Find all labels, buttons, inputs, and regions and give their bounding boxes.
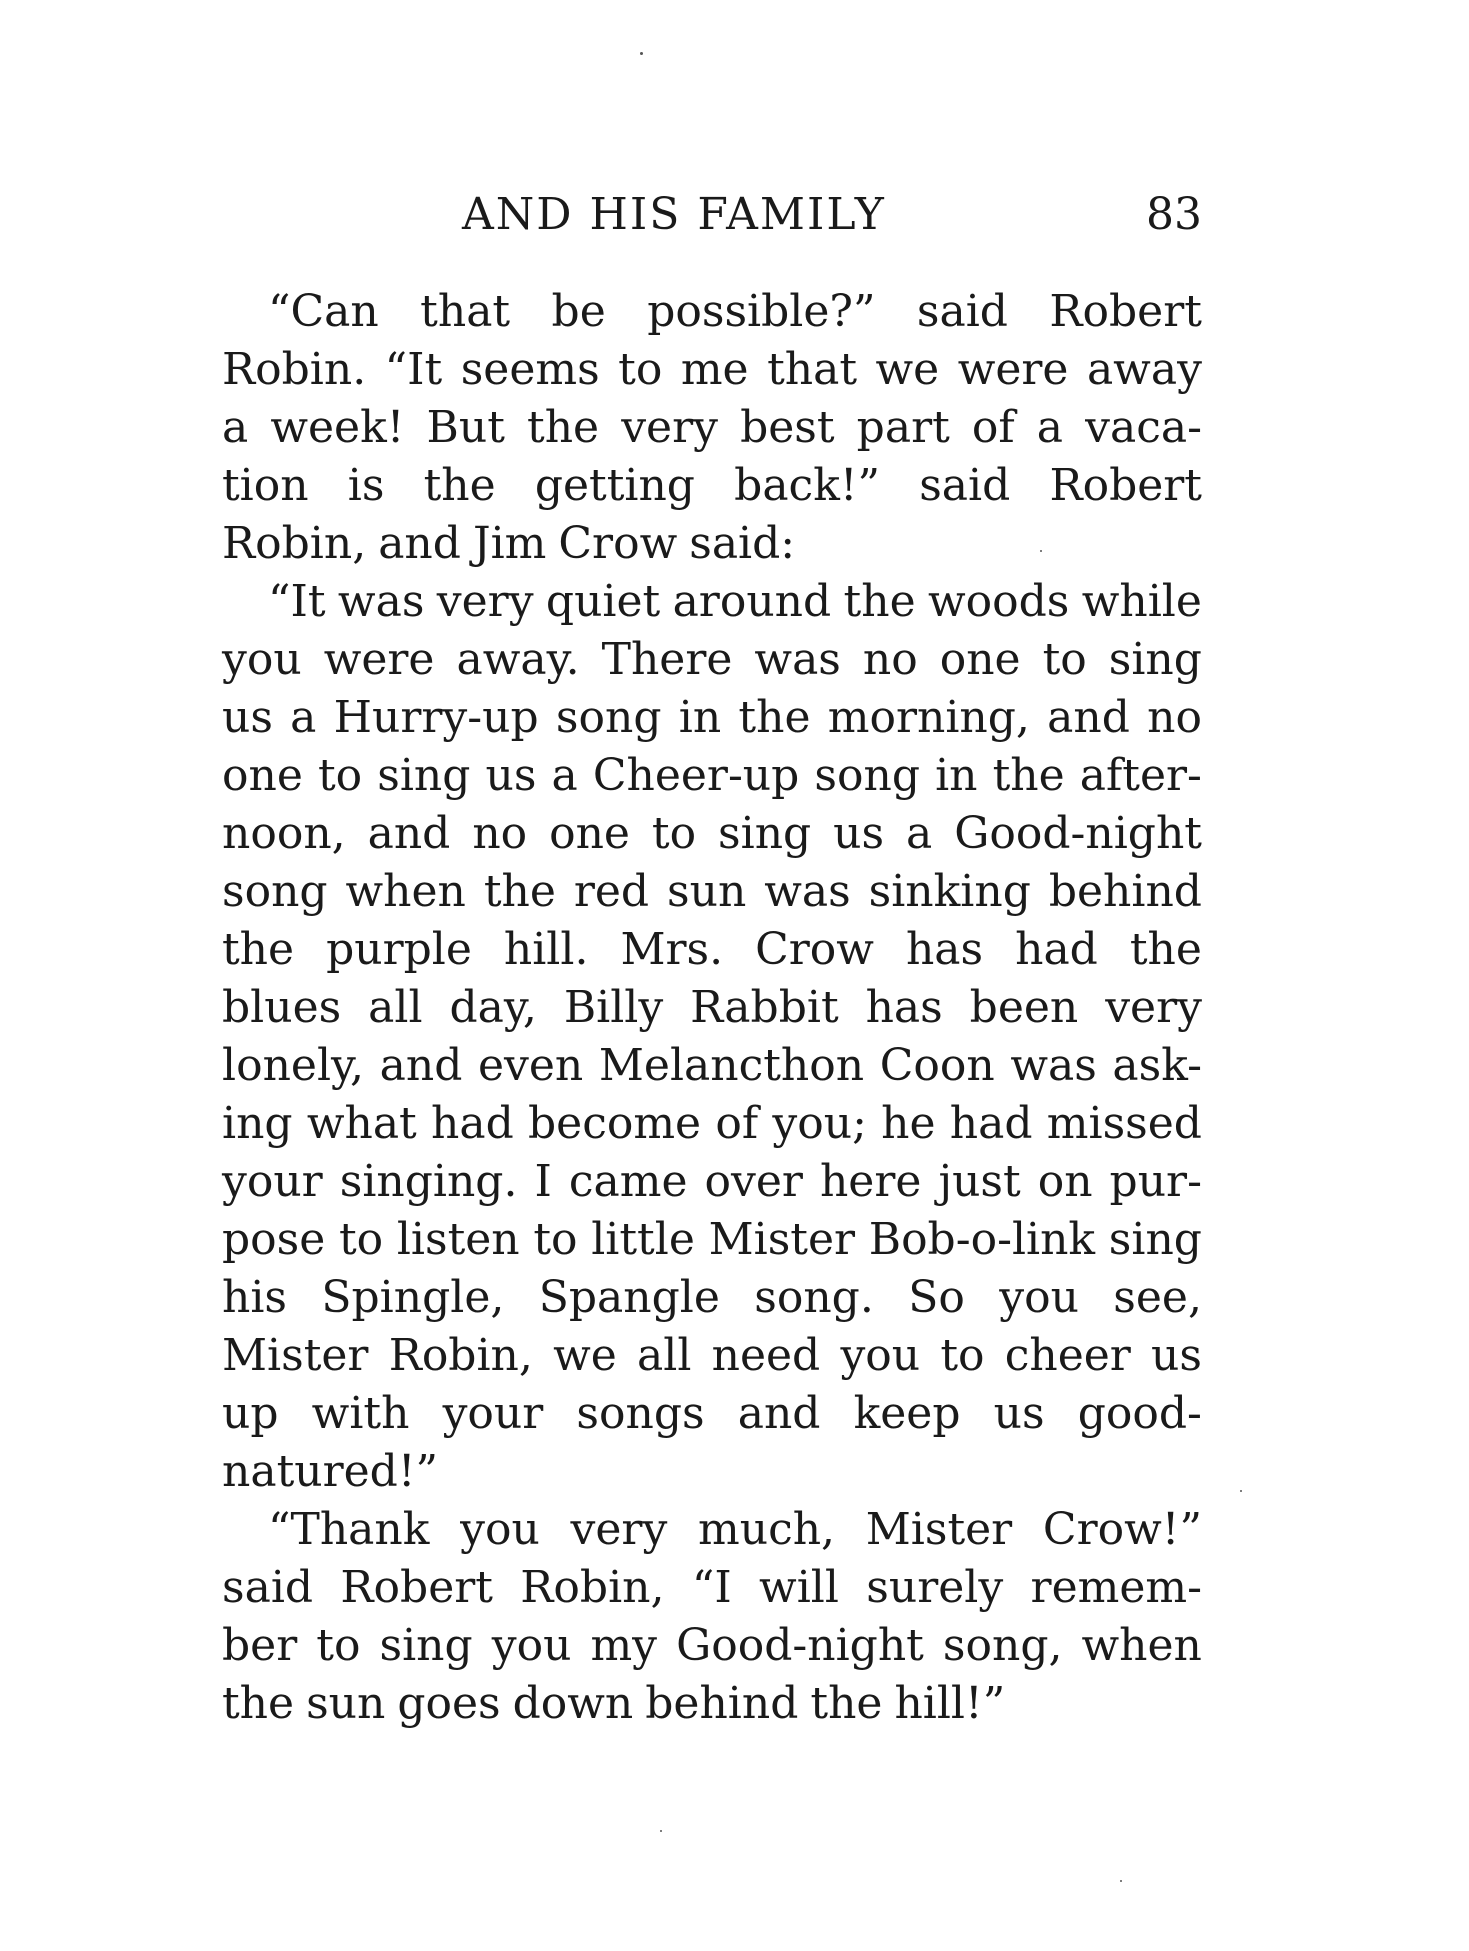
word: Good-night xyxy=(676,1620,924,1671)
print-speck xyxy=(640,52,643,55)
word: But xyxy=(426,402,505,453)
text-line xyxy=(222,1269,1202,1327)
word: sun xyxy=(306,1678,386,1729)
word: best xyxy=(740,402,835,453)
word: has xyxy=(905,924,984,975)
word: sing xyxy=(1108,1214,1202,1265)
word: after- xyxy=(1079,750,1202,801)
word: is xyxy=(347,460,385,511)
word: day, xyxy=(449,982,537,1033)
word: your xyxy=(222,1156,323,1207)
word: and xyxy=(378,518,461,569)
word: us xyxy=(1151,1330,1202,1381)
word: his xyxy=(222,1272,287,1323)
word: the xyxy=(483,866,556,917)
word: seems xyxy=(460,344,600,395)
word: to xyxy=(338,1214,384,1265)
word: much, xyxy=(698,1504,836,1555)
word: There xyxy=(601,634,733,685)
word: a xyxy=(551,750,578,801)
text-line xyxy=(222,1153,1202,1211)
word: become xyxy=(528,1098,702,1149)
word: while xyxy=(1081,576,1202,627)
word: missed xyxy=(1046,1098,1202,1149)
print-speck xyxy=(660,1830,662,1832)
word: one xyxy=(549,808,630,859)
word: had xyxy=(1015,924,1098,975)
word: “I xyxy=(691,1562,732,1613)
word: the xyxy=(1129,924,1202,975)
word: that xyxy=(420,286,511,337)
word: just xyxy=(938,1156,1021,1207)
word: ing xyxy=(222,1098,293,1149)
print-speck xyxy=(1240,1490,1242,1492)
text-line xyxy=(222,399,1202,457)
word: we xyxy=(875,344,940,395)
word: came xyxy=(568,1156,688,1207)
text-line xyxy=(222,1095,1202,1153)
word: Robin, xyxy=(388,1330,533,1381)
text-line xyxy=(222,573,1202,631)
word: sing xyxy=(1108,634,1202,685)
word: Robert xyxy=(1049,286,1202,337)
text-line xyxy=(222,747,1202,805)
word: noon, xyxy=(222,808,346,859)
word: “Can xyxy=(268,286,379,337)
word: down xyxy=(512,1678,634,1729)
text-line xyxy=(222,921,1202,979)
text-line xyxy=(222,1327,1202,1385)
text-line xyxy=(222,1559,1202,1617)
word: on xyxy=(1037,1156,1093,1207)
word: said xyxy=(916,286,1008,337)
word: the xyxy=(810,1678,883,1729)
word: quiet xyxy=(545,576,661,627)
word: was xyxy=(764,866,851,917)
text-line xyxy=(222,1675,1202,1733)
word: you; xyxy=(772,1098,867,1149)
word: and xyxy=(737,1388,821,1439)
word: pur- xyxy=(1109,1156,1202,1207)
word: up xyxy=(222,1388,279,1439)
word: your xyxy=(442,1388,544,1439)
word: Crow xyxy=(755,924,874,975)
word: red xyxy=(573,866,650,917)
word: Melancthon xyxy=(598,1040,865,1091)
word: to xyxy=(533,1214,578,1265)
word: all xyxy=(637,1330,692,1381)
word: here xyxy=(819,1156,922,1207)
word: Mister xyxy=(865,1504,1013,1555)
word: tion xyxy=(222,460,309,511)
word: the xyxy=(222,1678,295,1729)
word: one xyxy=(222,750,303,801)
text-line xyxy=(222,631,1202,689)
word: to xyxy=(651,808,697,859)
text-line xyxy=(222,1443,1202,1501)
word: been xyxy=(969,982,1079,1033)
word: Hurry-up xyxy=(333,692,539,743)
word: around xyxy=(672,576,832,627)
word: be xyxy=(551,286,606,337)
word: woods xyxy=(927,576,1070,627)
word: and xyxy=(379,1040,463,1091)
word: good- xyxy=(1077,1388,1202,1439)
word: I xyxy=(534,1156,552,1207)
word: away. xyxy=(456,634,580,685)
page-number: 83 xyxy=(1146,189,1202,240)
text-line xyxy=(222,1617,1202,1675)
word: were xyxy=(957,344,1069,395)
word: a xyxy=(906,808,933,859)
print-speck xyxy=(1120,1880,1122,1882)
word: me xyxy=(680,344,749,395)
word: the xyxy=(423,460,496,511)
word: ask- xyxy=(1112,1040,1202,1091)
word: week! xyxy=(270,402,405,453)
text-line xyxy=(222,1037,1202,1095)
word: was xyxy=(754,634,841,685)
text-line xyxy=(222,1211,1202,1269)
word: and xyxy=(1047,692,1130,743)
word: us xyxy=(833,808,885,859)
word: Robin, xyxy=(222,518,367,569)
word: back!” xyxy=(734,460,881,511)
text-line xyxy=(222,457,1202,515)
word: no xyxy=(862,634,918,685)
word: Good-night xyxy=(954,808,1202,859)
word: us xyxy=(993,1388,1045,1439)
word: Robert xyxy=(340,1562,493,1613)
word: getting xyxy=(534,460,695,511)
word: one xyxy=(939,634,1021,685)
word: singing. xyxy=(339,1156,518,1207)
running-title: AND HIS FAMILY xyxy=(462,189,886,240)
word: when xyxy=(1081,1620,1202,1671)
word: a xyxy=(1036,402,1064,453)
word: Robin, xyxy=(520,1562,665,1613)
word: that xyxy=(767,344,858,395)
text-line xyxy=(222,805,1202,863)
word: surely xyxy=(866,1562,1004,1613)
word: you xyxy=(222,634,302,685)
word: hill!” xyxy=(894,1678,1006,1729)
word: had xyxy=(431,1098,514,1149)
word: Spangle xyxy=(538,1272,720,1323)
word: to xyxy=(316,1620,361,1671)
word: little xyxy=(591,1214,695,1265)
word: sinking xyxy=(868,866,1031,917)
word: listen xyxy=(396,1214,520,1265)
word: So xyxy=(908,1272,965,1323)
word: blues xyxy=(222,982,342,1033)
word: the xyxy=(222,924,295,975)
word: said xyxy=(222,1562,314,1613)
word: Cheer-up xyxy=(592,750,800,801)
word: very xyxy=(570,1504,668,1555)
word: Robin. xyxy=(222,344,367,395)
text-line xyxy=(222,1501,1202,1559)
word: ber xyxy=(222,1620,298,1671)
word: “It xyxy=(384,344,443,395)
word: song, xyxy=(942,1620,1063,1671)
word: and xyxy=(367,808,451,859)
word: Bob-o-link xyxy=(868,1214,1096,1265)
word: a xyxy=(222,402,249,453)
word: Rabbit xyxy=(690,982,839,1033)
text-line xyxy=(222,689,1202,747)
word: need xyxy=(711,1330,821,1381)
word: Mrs. xyxy=(620,924,724,975)
word: songs xyxy=(576,1388,705,1439)
word: a xyxy=(290,692,317,743)
word: see, xyxy=(1113,1272,1202,1323)
word: song xyxy=(222,866,328,917)
word: hill. xyxy=(503,924,589,975)
word: vaca- xyxy=(1085,402,1202,453)
body-text xyxy=(222,283,1202,1733)
word: sing xyxy=(718,808,812,859)
word: Mister xyxy=(708,1214,856,1265)
word: song. xyxy=(754,1272,874,1323)
word: very xyxy=(621,402,718,453)
text-line xyxy=(222,515,1202,573)
word: goes xyxy=(397,1678,501,1729)
word: no xyxy=(1147,692,1202,743)
word: song xyxy=(555,692,662,743)
text-line xyxy=(222,1385,1202,1443)
word: to xyxy=(1042,634,1087,685)
text-line xyxy=(222,283,1202,341)
word: us xyxy=(485,750,537,801)
word: Crow xyxy=(558,518,678,569)
word: Coon xyxy=(879,1040,995,1091)
word: very xyxy=(436,576,534,627)
word: he xyxy=(881,1098,936,1149)
word: were xyxy=(323,634,435,685)
word: has xyxy=(865,982,943,1033)
word: Jim xyxy=(472,518,547,569)
word: the xyxy=(992,750,1065,801)
word: very xyxy=(1105,982,1202,1033)
word: to xyxy=(317,750,363,801)
word: you xyxy=(491,1620,572,1671)
word: cheer xyxy=(1004,1330,1131,1381)
word: away xyxy=(1086,344,1202,395)
word: my xyxy=(590,1620,658,1671)
word: said: xyxy=(689,518,796,569)
word: was xyxy=(1010,1040,1097,1091)
running-head xyxy=(222,185,1202,245)
word: morning, xyxy=(827,692,1030,743)
word: behind xyxy=(1048,866,1202,917)
word: with xyxy=(311,1388,410,1439)
word: the xyxy=(527,402,600,453)
text-line xyxy=(222,341,1202,399)
word: us xyxy=(222,692,273,743)
word: we xyxy=(553,1330,617,1381)
word: of xyxy=(715,1098,759,1149)
word: to xyxy=(618,344,663,395)
text-line xyxy=(222,979,1202,1037)
word: what xyxy=(306,1098,417,1149)
word: natured!” xyxy=(222,1446,439,1497)
word: Spingle, xyxy=(321,1272,505,1323)
word: Robert xyxy=(1049,460,1202,511)
word: in xyxy=(935,750,978,801)
word: Mister xyxy=(222,1330,369,1381)
word: in xyxy=(678,692,722,743)
word: sun xyxy=(667,866,747,917)
word: the xyxy=(738,692,811,743)
word: sing xyxy=(379,1620,473,1671)
word: over xyxy=(704,1156,803,1207)
word: to xyxy=(940,1330,985,1381)
word: behind xyxy=(645,1678,799,1729)
word: you xyxy=(840,1330,921,1381)
word: possible?” xyxy=(647,286,876,337)
word: you xyxy=(999,1272,1079,1323)
word: lonely, xyxy=(222,1040,365,1091)
word: purple xyxy=(326,924,472,975)
word: no xyxy=(472,808,528,859)
word: “Thank xyxy=(268,1504,430,1555)
word: was xyxy=(337,576,425,627)
word: “It xyxy=(268,576,326,627)
word: said xyxy=(919,460,1011,511)
word: sing xyxy=(377,750,471,801)
word: pose xyxy=(222,1214,326,1265)
word: had xyxy=(949,1098,1033,1149)
text-line xyxy=(222,863,1202,921)
word: song xyxy=(814,750,920,801)
print-speck xyxy=(1040,550,1042,552)
word: when xyxy=(345,866,466,917)
word: all xyxy=(368,982,423,1033)
word: will xyxy=(759,1562,839,1613)
word: you xyxy=(460,1504,540,1555)
word: even xyxy=(477,1040,584,1091)
word: the xyxy=(843,576,916,627)
word: keep xyxy=(853,1388,961,1439)
word: part xyxy=(856,402,950,453)
word: remem- xyxy=(1030,1562,1202,1613)
word: Billy xyxy=(563,982,664,1033)
word: of xyxy=(971,402,1015,453)
word: Crow!” xyxy=(1042,1504,1202,1555)
